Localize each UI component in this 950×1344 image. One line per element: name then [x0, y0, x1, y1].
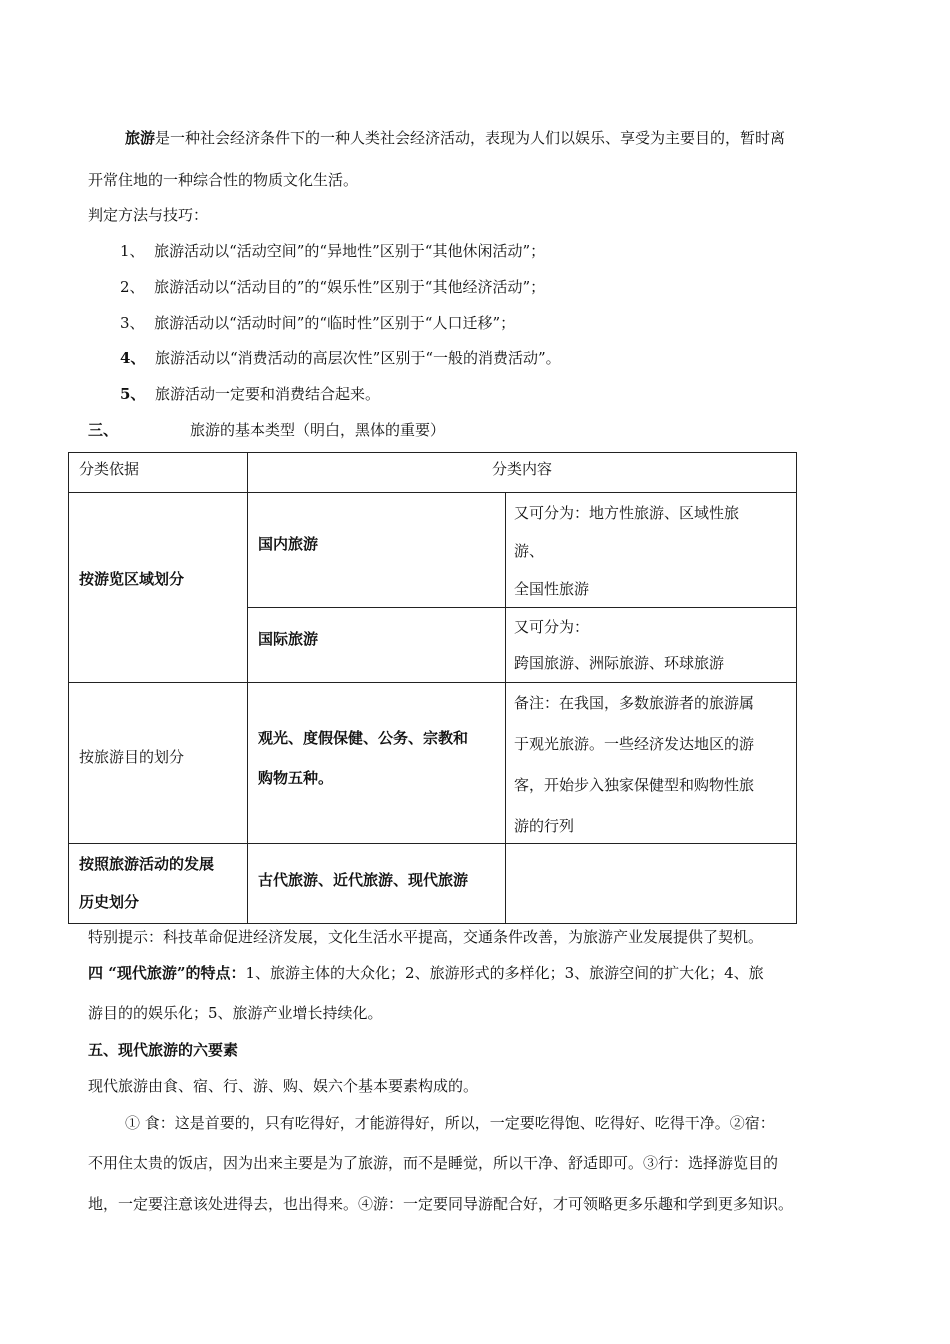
- domestic-note-line: 游、: [514, 542, 545, 560]
- table-header-content: [248, 453, 796, 492]
- purpose-basis-cell: [69, 746, 247, 768]
- domestic-label: 国内旅游: [258, 535, 319, 553]
- purpose-types-cell: [248, 718, 505, 798]
- history-types-cell: [248, 869, 505, 891]
- section-4-line-1: [88, 962, 764, 984]
- intro-line-1: [125, 127, 785, 149]
- purpose-note-cell: [506, 683, 796, 847]
- special-tip: 特别提示：科技革命促进经济发展，文化生活水平提高，交通条件改善，为旅游产业发展提供了契机。: [88, 928, 764, 946]
- method-number: 2、: [120, 278, 145, 296]
- method-text: 旅游活动以“消费活动的高层次性”区别于“一般的消费活动”。: [154, 349, 561, 367]
- table-header-basis: [69, 453, 247, 492]
- international-cell: [248, 628, 505, 650]
- method-item-5: [120, 383, 380, 405]
- purpose-basis: 按旅游目的划分: [79, 748, 185, 766]
- section-3-title: 旅游的基本类型（明白，黑体的重要）: [190, 421, 446, 439]
- domestic-cell: [248, 533, 505, 555]
- method-number: 4、: [120, 349, 146, 367]
- region-basis: 按游览区域划分: [79, 570, 185, 588]
- section-5-para-line-2: 不用住太贵的饭店，因为出来主要是为了旅游，而不是睡觉，所以干净、舒适即可。③行：选择游览目的: [88, 1154, 779, 1172]
- history-basis-line: 历史划分: [79, 893, 140, 911]
- method-item-2: [120, 276, 545, 298]
- domestic-note-cell: [506, 494, 796, 608]
- table-divider: [247, 453, 248, 923]
- method-number: 3、: [120, 314, 145, 332]
- section-3-heading: [88, 419, 118, 441]
- section-5-title: 五、现代旅游的六要素: [88, 1041, 239, 1059]
- history-basis-line: 按照旅游活动的发展: [79, 855, 215, 873]
- section-5-intro: 现代旅游由食、宿、行、游、购、娱六个基本要素构成的。: [88, 1077, 479, 1095]
- intro-definition: 是一种社会经济条件下的一种人类社会经济活动，表现为人们以娱乐、享受为主要目的，暂时离: [155, 129, 786, 147]
- method-item-4: [120, 347, 561, 369]
- method-text: 旅游活动以“活动目的”的“娱乐性”区别于“其他经济活动”；: [154, 278, 546, 296]
- intro-line-2: 开常住地的一种综合性的物质文化生活。: [88, 171, 359, 189]
- table-divider: [69, 492, 796, 493]
- section-4-title: 四 “现代旅游”的特点：: [88, 964, 246, 982]
- section-3-number: 三、: [88, 421, 119, 439]
- domestic-note-line: 全国性旅游: [514, 580, 590, 598]
- method-item-3: [120, 312, 515, 334]
- header-text: 分类依据: [79, 460, 140, 478]
- section-5-para-line-3: 地，一定要注意该处进得去，也出得来。④游：一定要同导游配合好，才可领略更多乐趣和学到更多知识。: [88, 1195, 794, 1213]
- method-item-1: [120, 240, 545, 262]
- travel-type-table: [68, 452, 797, 924]
- purpose-note-line: 备注：在我国，多数旅游者的旅游属: [514, 694, 755, 712]
- international-label: 国际旅游: [258, 630, 319, 648]
- purpose-note-line: 客，开始步入独家保健型和购物性旅: [514, 776, 755, 794]
- region-basis-cell: [69, 568, 247, 590]
- method-text: 旅游活动一定要和消费结合起来。: [154, 385, 380, 403]
- history-basis-cell: [69, 845, 247, 921]
- purpose-types-line: 购物五种。: [258, 769, 334, 787]
- section-4-line-2: 游目的的娱乐化；5、旅游产业增长持续化。: [88, 1004, 383, 1022]
- method-text: 旅游活动以“活动空间”的“异地性”区别于“其他休闲活动”；: [154, 242, 546, 260]
- international-note-line: 又可分为：: [514, 618, 590, 636]
- section-5-para-line-1: ① 食：这是首要的，只有吃得好，才能游得好，所以，一定要吃得饱、吃得好、吃得干净。②宿：: [125, 1114, 775, 1132]
- section-4-text: 1、旅游主体的大众化；2、旅游形式的多样化；3、旅游空间的扩大化；4、旅: [245, 964, 764, 982]
- international-note-line: 跨国旅游、洲际旅游、环球旅游: [514, 654, 725, 672]
- domestic-note-line: 又可分为：地方性旅游、区域性旅: [514, 504, 740, 522]
- international-note-cell: [506, 609, 796, 681]
- method-title: 判定方法与技巧：: [88, 206, 209, 224]
- history-types: 古代旅游、近代旅游、现代旅游: [258, 871, 469, 889]
- header-text: 分类内容: [491, 460, 552, 478]
- method-text: 旅游活动以“活动时间”的“临时性”区别于“人口迁移”；: [154, 314, 516, 332]
- intro-term: 旅游: [125, 129, 156, 147]
- purpose-types-line: 观光、度假保健、公务、宗教和: [258, 729, 469, 747]
- method-number: 1、: [120, 242, 145, 260]
- purpose-note-line: 游的行列: [514, 817, 575, 835]
- method-number: 5、: [120, 385, 146, 403]
- purpose-note-line: 于观光旅游。一些经济发达地区的游: [514, 735, 755, 753]
